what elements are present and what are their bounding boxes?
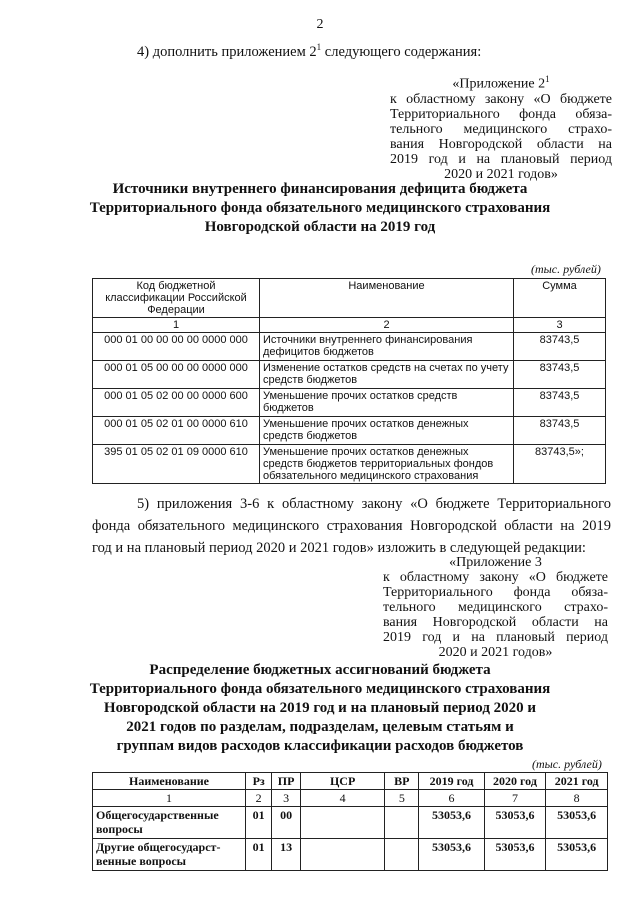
header-rz: Рз (245, 773, 271, 790)
annex-caption-line: тельного медицинского страхо- (383, 600, 608, 615)
financing-sources-table (92, 278, 606, 484)
annex-caption-line: вания Новгородской области на (383, 615, 608, 630)
header-name: Наименование (93, 773, 246, 790)
table-row (93, 389, 606, 417)
row-pr: 00 (272, 807, 301, 839)
table-header-row (93, 279, 606, 318)
header-2021: 2021 год (546, 773, 608, 790)
row-2020: 53053,6 (484, 839, 546, 871)
row-rz: 01 (245, 807, 271, 839)
table-1-units: (тыс. рублей) (531, 262, 601, 276)
annex-caption-line: 2019 год и на плановый период (390, 151, 612, 167)
annex-caption-line: вания Новгородской области на (390, 136, 612, 152)
budget-allocation-table (92, 772, 608, 871)
row-name: Источники внутреннего финансирования дефицитов бюджетов (260, 333, 514, 361)
row-name: Уменьшение прочих остатков средств бюджетов (260, 389, 514, 417)
page-number: 2 (316, 17, 324, 32)
row-2020: 53053,6 (484, 807, 546, 839)
row-name: Изменение остатков средств на счетах по учету средств бюджетов (260, 361, 514, 389)
table-row (93, 445, 606, 484)
table-number-row: 1 2 3 (93, 318, 606, 333)
row-pr: 13 (272, 839, 301, 871)
table-row (93, 807, 608, 839)
row-csr (300, 839, 384, 871)
annex-caption-line: 2019 год и на плановый период (383, 630, 608, 645)
row-name: Другие общегосударст-венные вопросы (93, 839, 246, 871)
row-sum: 83743,5 (514, 389, 606, 417)
row-name: Уменьшение прочих остатков денежных средств бюджетов территориальных фондов обязательного медицинского страхования (260, 445, 514, 484)
row-code: 000 01 05 02 01 00 0000 610 (93, 417, 260, 445)
table-row (93, 839, 608, 871)
table-1-title: Источники внутреннего финансирования дефицита бюджета Территориального фонда обязательного медицинского страхования Новгородской области на 2019 год (89, 181, 551, 235)
table-row (93, 361, 606, 389)
table-2-title: Распределение бюджетных ассигнований бюджета Территориального фонда обязательного медицинского страхования Новгородской области на 2019 год и на плановый период 2020 и 2021 годов по разделам, подразделам, целевым статьям и группам видов расходов классификации расходов бюджетов (89, 662, 551, 754)
annex-caption-line: к областному закону «О бюджете (390, 91, 612, 107)
table-header-row (93, 773, 608, 790)
annex-caption-line: к областному закону «О бюджете (383, 570, 608, 585)
header-vr: ВР (385, 773, 419, 790)
header-name: Наименование (260, 279, 514, 318)
row-code: 000 01 05 00 00 00 0000 000 (93, 361, 260, 389)
table-2-units: (тыс. рублей) (532, 757, 602, 771)
item-4-text: 4) дополнить приложением $2^1$ следующего содержания: (137, 42, 482, 60)
row-2021: 53053,6 (546, 839, 608, 871)
table-row (93, 333, 606, 361)
row-2021: 53053,6 (546, 807, 608, 839)
annex-caption-line: «Приложение $2^1$ (452, 74, 550, 92)
header-csr: ЦСР (300, 773, 384, 790)
annex-2-1-caption (390, 72, 612, 182)
header-2019: 2019 год (419, 773, 484, 790)
row-code: 000 01 00 00 00 00 0000 000 (93, 333, 260, 361)
annex-caption-line: 2020 и 2021 годов» (438, 645, 553, 660)
row-2019: 53053,6 (419, 839, 484, 871)
row-csr (300, 807, 384, 839)
row-sum: 83743,5»; (514, 445, 606, 484)
table-row (93, 417, 606, 445)
annex-caption-line: «Приложение 3 (449, 555, 542, 570)
row-rz: 01 (245, 839, 271, 871)
row-name: Уменьшение прочих остатков денежных средств бюджетов (260, 417, 514, 445)
annex-3-caption (383, 555, 608, 660)
annex-caption-line: 2020 и 2021 годов» (444, 166, 558, 182)
row-sum: 83743,5 (514, 333, 606, 361)
row-code: 000 01 05 02 00 00 0000 600 (93, 389, 260, 417)
annex-caption-line: Территориального фонда обяза- (383, 585, 608, 600)
header-code: Код бюджетной классификации Российской Федерации (93, 279, 260, 318)
annex-caption-line: тельного медицинского страхо- (390, 121, 612, 137)
row-name: Общегосударственные вопросы (93, 807, 246, 839)
header-2020: 2020 год (484, 773, 546, 790)
table-number-row: 1 2 3 4 5 6 7 8 (93, 790, 608, 807)
row-vr (385, 807, 419, 839)
header-pr: ПР (272, 773, 301, 790)
row-code: 395 01 05 02 01 09 0000 610 (93, 445, 260, 484)
item-5-paragraph: 5) приложения 3-6 к областному закону «О бюджете Территориального фонда обязательного медицинского страхования Новгородской области на 2019 год и на плановый период 2020 и 2021 годов» изложить в следующей редакции: (92, 496, 611, 556)
annex-caption-line: Территориального фонда обяза- (390, 106, 612, 122)
row-vr (385, 839, 419, 871)
row-2019: 53053,6 (419, 807, 484, 839)
row-sum: 83743,5 (514, 361, 606, 389)
header-sum: Сумма (514, 279, 606, 318)
row-sum: 83743,5 (514, 417, 606, 445)
